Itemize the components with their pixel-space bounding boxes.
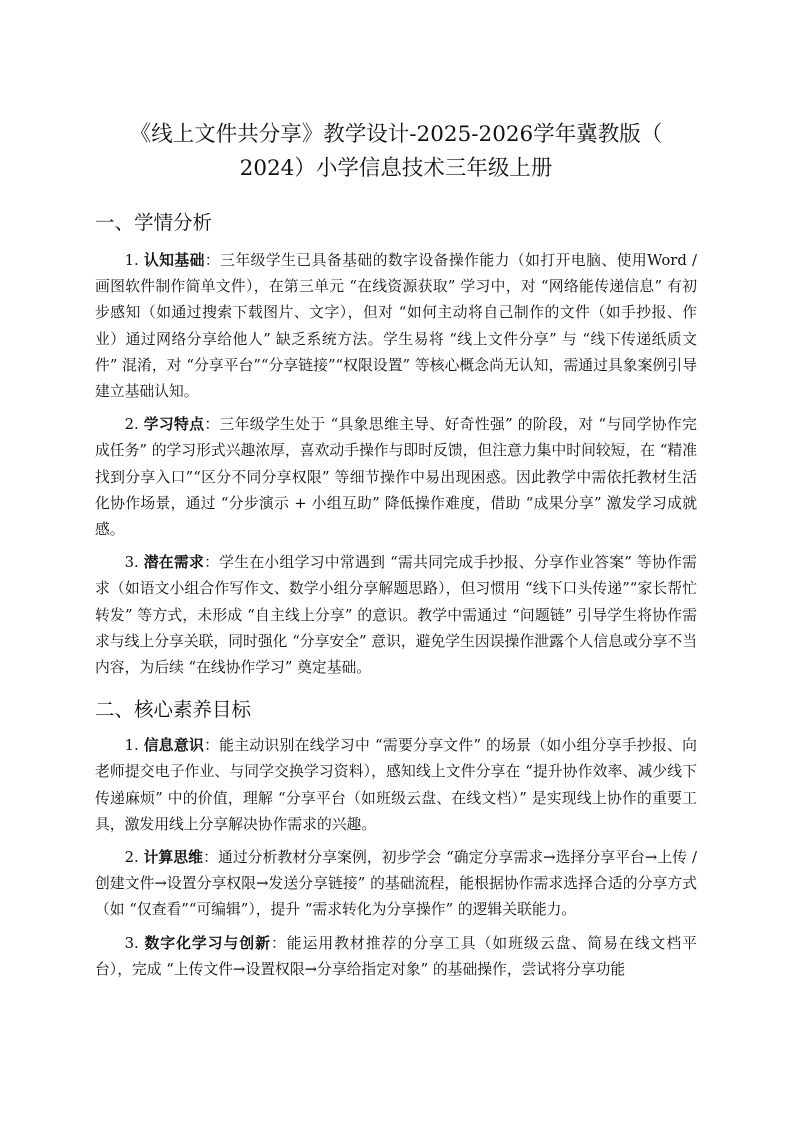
- item-lead: 潜在需求: [143, 554, 205, 572]
- item-lead: 信息意识: [143, 737, 205, 755]
- item-number: 3.: [124, 934, 145, 952]
- item-number: 1.: [124, 252, 144, 269]
- paragraph-digital-learning-innovation: [95, 931, 697, 983]
- item-text: ：三年级学生已具备基础的数字设备操作能力（如打开电脑、使用Word / 画图软件制作简单文件），在第三单元 “在线资源获取” 学习中，对 “网络能传递信息” 有初步感知（如通过搜索下载图片、文字），但对 “如何主动将自己制作的文件（如手抄报、作业）通过网络分享给他人” 缺乏系统方法。学生易将 “线上文件分享” 与 “线下传递纸质文件” 混淆，对 “分享平台”“分享链接”“权限设置” 等核心概念尚无认知，需通过具象案例引导建立基础认知。: [95, 252, 697, 401]
- item-lead: 学习特点: [143, 416, 205, 434]
- paragraph-potential-needs: [95, 550, 697, 681]
- paragraph-cognitive-basis: [95, 248, 697, 405]
- paragraph-information-awareness: [95, 733, 697, 838]
- item-number: 2.: [124, 849, 144, 867]
- item-lead: 认知基础: [143, 252, 205, 269]
- item-number: 2.: [124, 416, 144, 434]
- document-title: [95, 118, 697, 186]
- item-number: 1.: [124, 737, 144, 755]
- item-text: ：通过分析教材分享案例，初步学会 “确定分享需求→选择分享平台→上传 / 创建文件→设置分享权限→发送分享链接” 的基础流程，能根据协作需求选择合适的分享方式（如 “仅查看”“可编辑”），提升 “需求转化为分享操作” 的逻辑关联能力。: [95, 849, 697, 919]
- item-number: 3.: [124, 554, 144, 572]
- document-title-line1: 《线上文件共分享》教学设计-2025-2026学年冀教版（: [129, 122, 663, 147]
- paragraph-learning-characteristics: [95, 412, 697, 543]
- item-text: ：能运用教材推荐的分享工具（如班级云盘、简易在线文档平台），完成 “上传文件→设置权限→分享给指定对象” 的基础操作，尝试将分享功能: [95, 934, 697, 978]
- item-text: ：三年级学生处于 “具象思维主导、好奇性强” 的阶段，对 “与同学协作完成任务” 的学习形式兴趣浓厚，喜欢动手操作与即时反馈，但注意力集中时间较短，在 “精准找到分享入口”“区分不同分享权限” 等细节操作中易出现困惑。因此教学中需依托教材生活化协作场景，通过 “分步演示 + 小组互助” 降低操作难度，借助 “成果分享” 激发学习成就感。: [95, 416, 697, 539]
- paragraph-computational-thinking: [95, 845, 697, 924]
- item-lead: 数字化学习与创新: [144, 934, 271, 952]
- item-text: ：学生在小组学习中常遇到 “需共同完成手抄报、分享作业答案” 等协作需求（如语文小组合作写作文、数学小组分享解题思路），但习惯用 “线下口头传递”“家长帮忙转发” 等方式，未形成 “自主线上分享” 的意识。教学中需通过 “问题链” 引导学生将协作需求与线上分享关联，同时强化 “分享安全” 意识，避免学生因误操作泄露个人信息或分享不当内容，为后续 “在线协作学习” 奠定基础。: [95, 554, 697, 677]
- item-text: ：能主动识别在线学习中 “需要分享文件” 的场景（如小组分享手抄报、向老师提交电子作业、与同学交换学习资料），感知线上文件分享在 “提升协作效率、减少线下传递麻烦” 中的价值，理解 “分享平台（如班级云盘、在线文档）” 是实现线上协作的重要工具，激发用线上分享解决协作需求的兴趣。: [95, 737, 697, 833]
- section-heading-core-literacy-goals: 二、核心素养目标: [95, 698, 252, 722]
- document-title-line2: 2024）小学信息技术三年级上册: [239, 156, 553, 181]
- section-heading-learning-analysis: 一、学情分析: [95, 211, 213, 234]
- item-lead: 计算思维: [143, 849, 204, 867]
